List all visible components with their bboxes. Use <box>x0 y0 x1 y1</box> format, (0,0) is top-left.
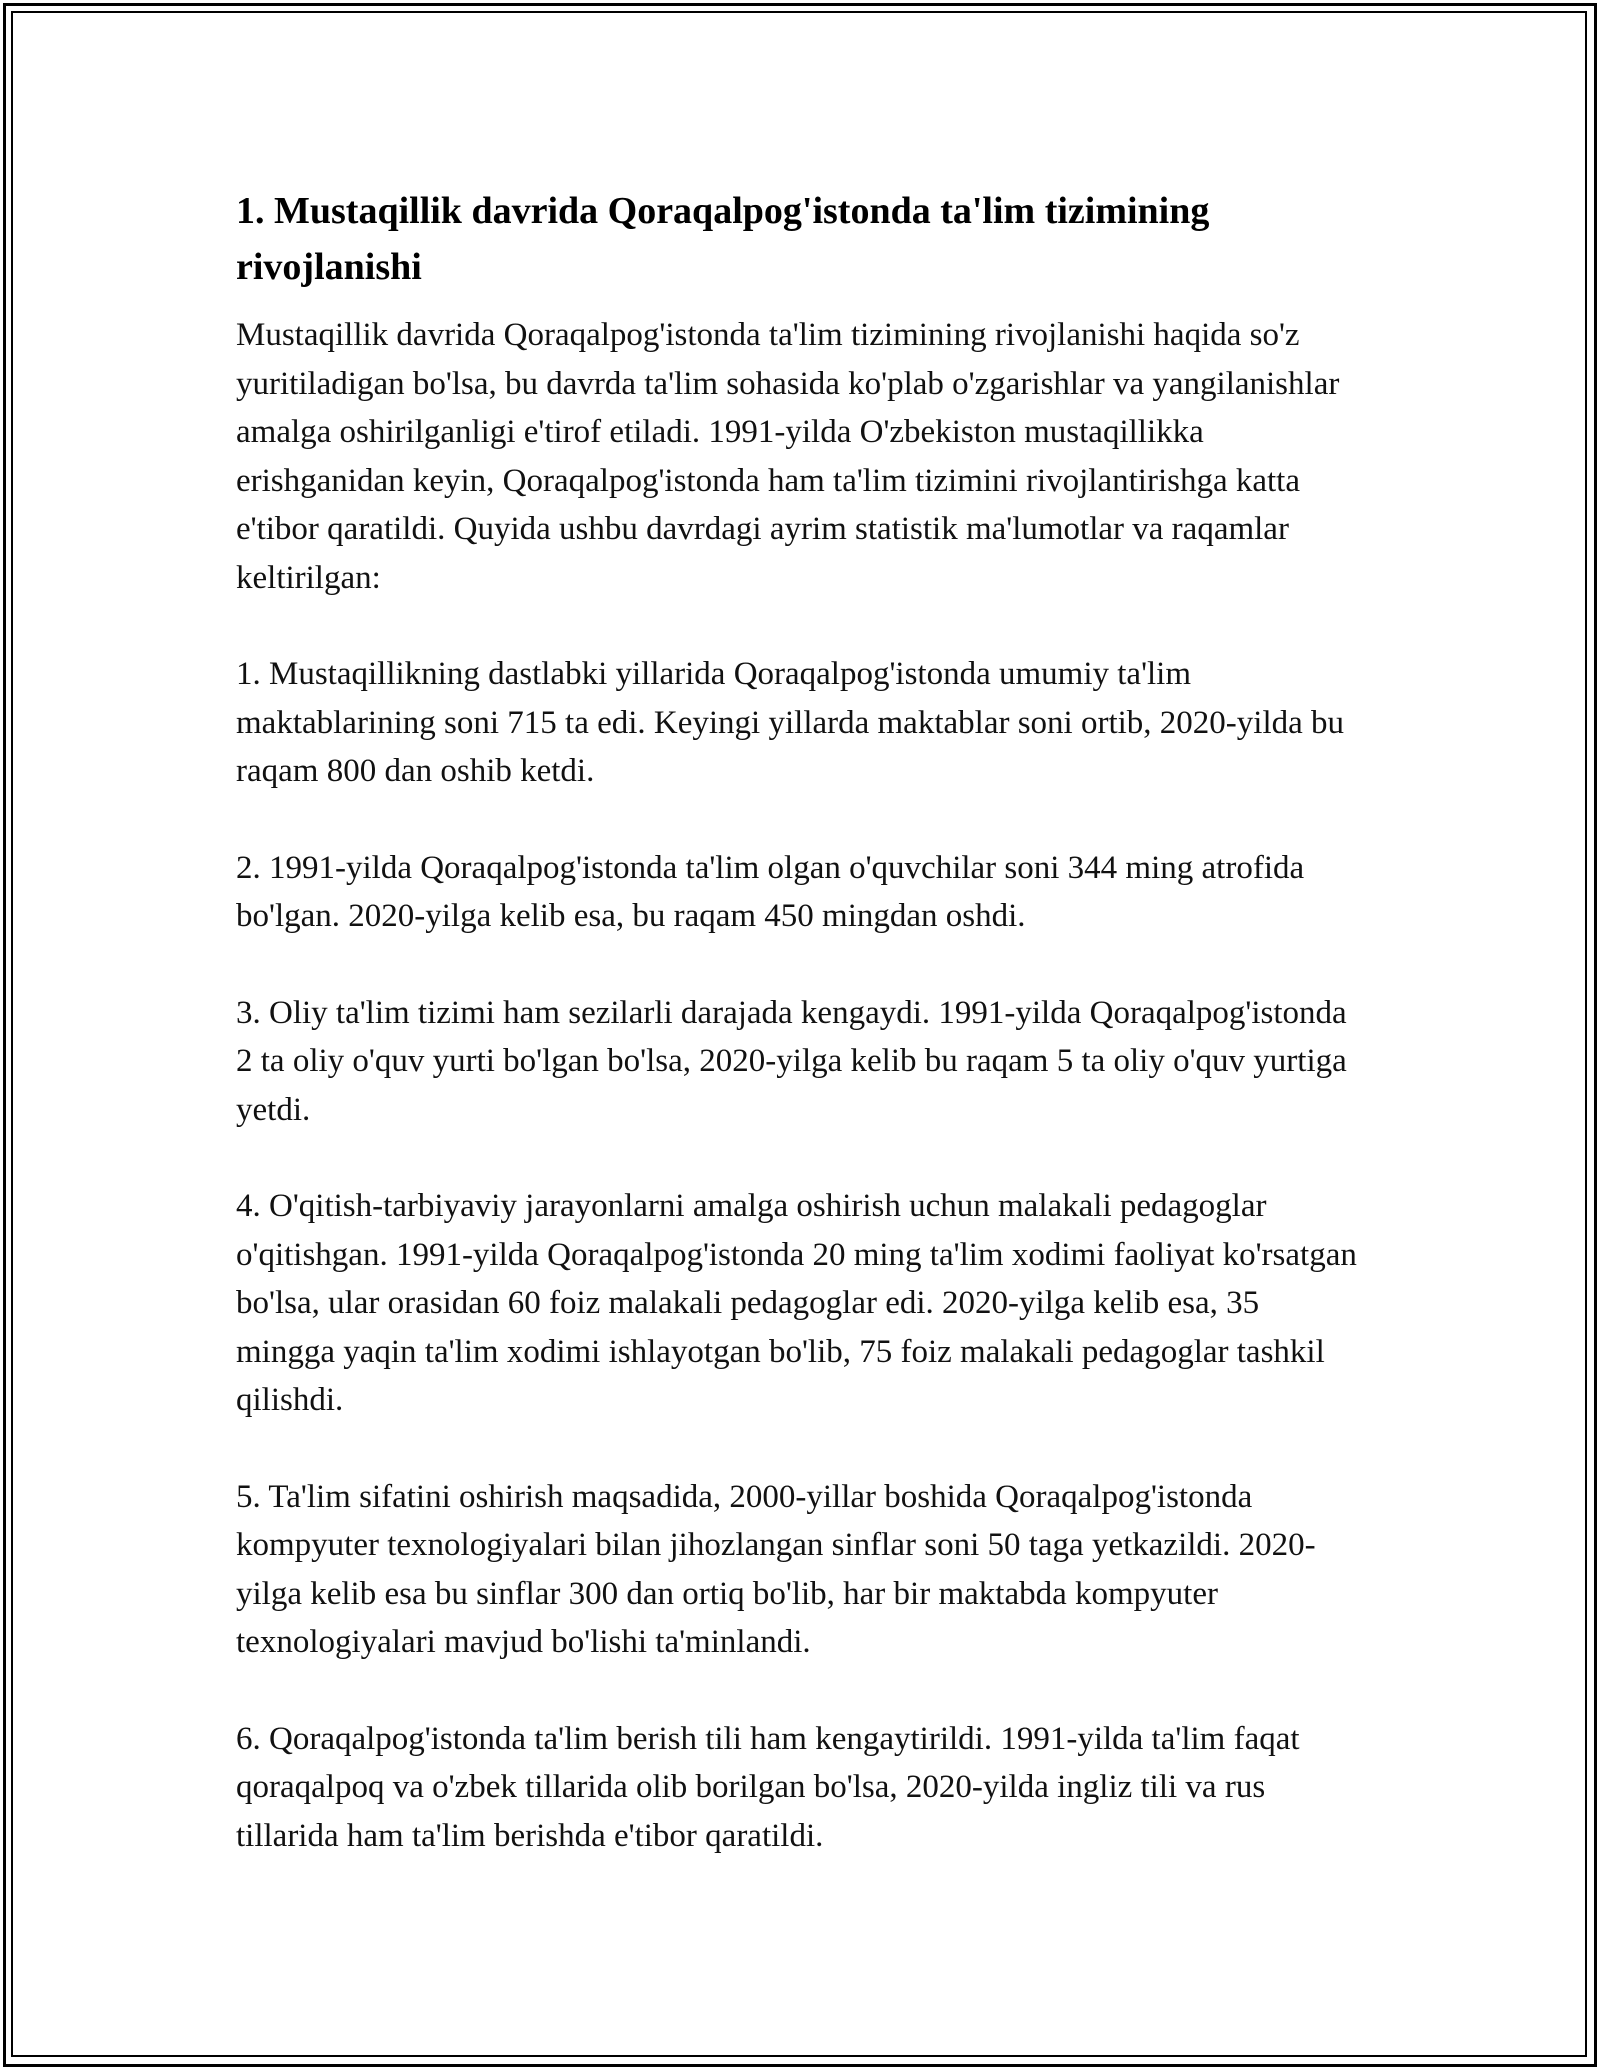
list-item-4: 4. O'qitish-tarbiyaviy jarayonlarni amalga oshirish uchun malakali pedagoglar o'qitishgan. 1991-yilda Qoraqalpog'istonda 20 ming ta'lim xodimi faoliyat ko'rsatgan bo'lsa, ular orasidan 60 foiz malakali pedagoglar edi. 2020-yilga kelib esa, 35 mingga yaqin ta'lim xodimi ishlayotgan bo'lib, 75 foiz malakali pedagoglar tashkil qilishdi. <box>236 1188 1357 1418</box>
list-item-6: 6. Qoraqalpog'istonda ta'lim berish tili ham kengaytirildi. 1991-yilda ta'lim faqat qoraqalpoq va o'zbek tillarida olib borilgan bo'lsa, 2020-yilda ingliz tili va rus tillarida ham ta'lim berishda e'tibor qaratildi. <box>236 1720 1300 1854</box>
list-item-1: 1. Mustaqillikning dastlabki yillarida Qoraqalpog'istonda umumiy ta'lim maktablarining soni 715 ta edi. Keyingi yillarda maktablar soni ortib, 2020-yilda bu raqam 800 dan oshib ketdi. <box>236 656 1345 789</box>
document-title: 1. Mustaqillik davrida Qoraqalpog'istonda ta'lim tizimining rivojlanishi <box>236 190 1210 288</box>
list-item-3: 3. Oliy ta'lim tizimi ham sezilarli darajada kengaydi. 1991-yilda Qoraqalpog'istonda 2 ta oliy o'quv yurti bo'lgan bo'lsa, 2020-yilga kelib bu raqam 5 ta oliy o'quv yurtiga yetdi. <box>236 994 1347 1128</box>
list-item-2: 2. 1991-yilda Qoraqalpog'istonda ta'lim olgan o'quvchilar soni 344 ming atrofida bo'lgan. 2020-yilga kelib esa, bu raqam 450 mingdan oshdi. <box>236 849 1305 934</box>
list-item-5: 5. Ta'lim sifatini oshirish maqsadida, 2000-yillar boshida Qoraqalpog'istonda kompyuter texnologiyalari bilan jihozlangan sinflar soni 50 taga yetkazildi. 2020-yilga kelib esa bu sinflar 300 dan ortiq bo'lib, har bir maktabda kompyuter texnologiyalari mavjud bo'lishi ta'minlandi. <box>236 1478 1316 1660</box>
document-body <box>236 183 1366 1908</box>
intro-paragraph: Mustaqillik davrida Qoraqalpog'istonda ta'lim tizimining rivojlanishi haqida so'z yuritiladigan bo'lsa, bu davrda ta'lim sohasida ko'plab o'zgarishlar va yangilanishlar amalga oshirilganligi e'tirof etiladi. 1991-yilda O'zbekiston mustaqillikka erishganidan keyin, Qoraqalpog'istonda ham ta'lim tizimini rivojlantirishga katta e'tibor qaratildi. Quyida ushbu davrdagi ayrim statistik ma'lumotlar va raqamlar keltirilgan: <box>236 317 1340 596</box>
